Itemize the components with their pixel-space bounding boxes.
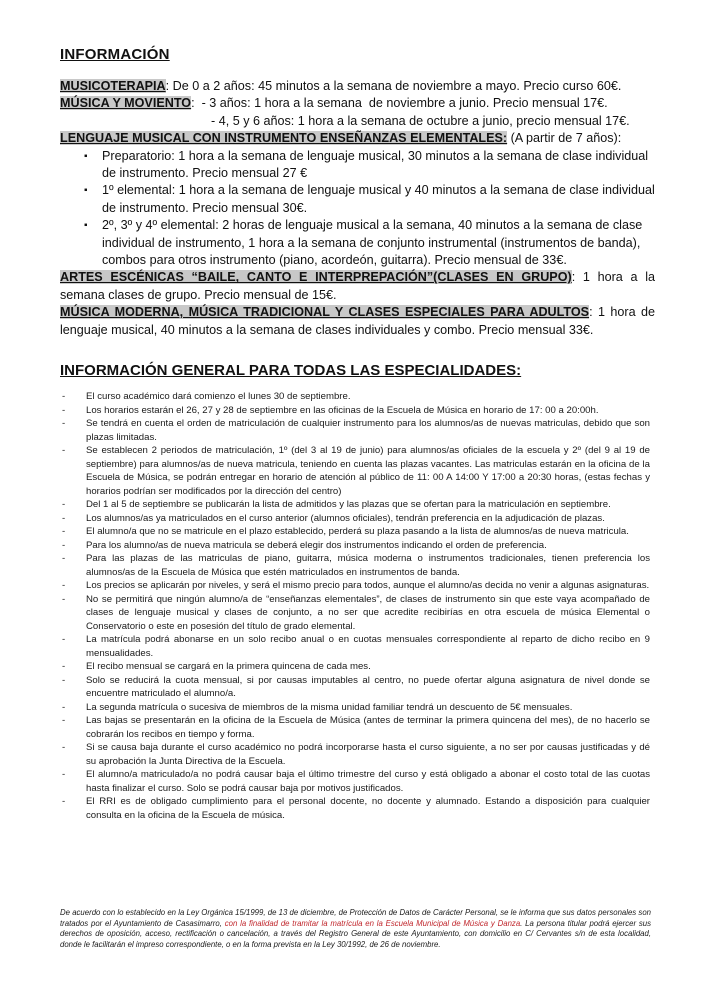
dash-marker: - (62, 539, 66, 551)
list-item: ▪ 1º elemental: 1 hora a la semana de lenguaje musical y 40 minutos a la semana de clase individual de instrumento. Precio mensual 30€. (84, 183, 655, 215)
list-item: - Del 1 al 5 de septiembre se publicarán la lista de admitidos y las plazas que se ofertan para la matriculación en septiembre. (62, 499, 611, 510)
list-item: ▪ 2º, 3º y 4º elemental: 2 horas de lenguaje musical a la semana, 40 minutos a la semana de clase individual de instrumento, 1 hora a la semana de conjunto instrumental (instrumentos de banda), combos para otros instrumento (piano, acordeón, guitarra). Precio mensual de 33€. (84, 218, 643, 268)
dash-marker: - (62, 715, 66, 726)
courses-section (60, 78, 655, 339)
list-item: - Para los alumno/as de nueva matricula se deberá elegir dos instrumentos indicando el orden de preferencia. (62, 539, 547, 551)
list-item: - El alumno/a que no se matricule en el plazo establecido, perderá su plaza pasando a la lista de alumnos/as de nueva matricula. (62, 526, 629, 537)
dash-marker: - (62, 769, 66, 780)
legal-footer: De acuerdo con lo establecido en la Ley Orgánica 15/1999, de 13 de diciembre, de Protección de Datos de Carácter Personal, se le informa que sus datos personales son tratados por el Ayuntamiento de Casasimarro, con la finalidad de tramitar la matrícula en la Escuela Municipal de Música y Danza. La persona titular podrá ejercer sus derechos de oposición, acceso, rectificación o cancelación, a través del Registro General de este Ayuntamiento, con domicilio en C/ Cervantes s/n de esta localidad, donde le facilitarán el impreso correspondiente, o en la forma prevista en la Ley 30/1992, de 26 de noviembre. (60, 908, 651, 949)
moderna-text: : 1 hora de lenguaje musical, 40 minutos a la semana de clases individuales y combo. Precio mensual 33€. (60, 305, 655, 337)
list-item: - El alumno/a matriculado/a no podrá causar baja el último trimestre del curso y está obligado a abonar el costo total de las cuotas hasta finalizar el curso. Solo se podrá causar baja por motivos justificados. (62, 769, 650, 794)
musicoterapia-line (60, 78, 655, 95)
dash-marker: - (62, 391, 66, 402)
dash-marker: - (62, 661, 66, 672)
musica-movimiento-line (60, 95, 655, 112)
list-item: - El curso académico dará comienzo el lunes 30 de septiembre. (62, 391, 351, 402)
dash-marker: - (62, 634, 66, 645)
moderna-line (60, 304, 655, 339)
lenguaje-text: (A partir de 7 años): (507, 131, 622, 146)
dash-marker: - (62, 553, 66, 564)
artes-line (60, 269, 655, 304)
list-item: - Las bajas se presentarán en la oficina de la Escuela de Música (antes de terminar la primera quincena del mes), de no hacerlo se cobrarán los recibos en tiempo y forma. (62, 715, 650, 740)
dash-marker: - (62, 701, 66, 713)
list-item: - La matrícula podrá abonarse en un solo recibo anual o en cuotas mensuales correspondiente al reparto de dicho recibo en 9 mensualidades. (62, 634, 650, 659)
list-item: - Si se causa baja durante el curso académico no podrá incorporarse hasta el curso siguiente, a no ser por causas justificadas y dé su aprobación la Junta Directiva de la Escuela. (62, 742, 650, 767)
dash-marker: - (62, 526, 66, 537)
list-item: - Los alumnos/as ya matriculados en el curso anterior (alumnos oficiales), tendrán preferencia en la adjudicación de plazas. (62, 512, 605, 524)
musica-movimiento-line2: - 4, 5 y 6 años: 1 hora a la semana de octubre a junio, precio mensual 17€. (211, 113, 630, 128)
artes-text: : 1 hora a la semana clases de grupo. Precio mensual de 15€. (60, 270, 655, 302)
list-item: - Se tendrá en cuenta el orden de matriculación de cualquier instrumento para los alumnos/as de nuevas matriculas, debido que son plazas limitadas. (62, 418, 650, 443)
musica-movimiento-label: MÚSICA Y MOVIENTO (60, 96, 192, 111)
lenguaje-list (60, 148, 655, 270)
bullet-icon: ▪ (84, 150, 88, 162)
dash-marker: - (62, 418, 66, 429)
dash-marker: - (62, 674, 66, 686)
dash-marker: - (62, 445, 66, 456)
lenguaje-label: LENGUAJE MUSICAL CON INSTRUMENTO ENSEÑANZAS ELEMENTALES: (60, 131, 508, 146)
bullet-icon: ▪ (84, 220, 88, 232)
list-item: - La segunda matrícula o sucesiva de miembros de la misma unidad familiar tendrá un descuento de 5€ mensuales. (62, 701, 573, 713)
footer-highlight: con la finalidad de tramitar la matrícula en la Escuela Municipal de Música y Danza (224, 918, 521, 928)
musicoterapia-label: MUSICOTERAPIA (60, 79, 166, 93)
general-heading: INFORMACIÓN GENERAL PARA TODAS LAS ESPECIALIDADES: (60, 362, 522, 379)
lenguaje-line (60, 130, 655, 147)
list-item: ▪ Preparatorio: 1 hora a la semana de lenguaje musical, 30 minutos a la semana de clase individual de instrumento. Precio mensual 27 € (84, 148, 649, 181)
musica-movimiento-line1: - 3 años: 1 hora a la semana de noviembre a junio. Precio mensual 17€. (194, 96, 608, 111)
moderna-label: MÚSICA MODERNA, MÚSICA TRADICIONAL Y CLASES ESPECIALES PARA ADULTOS (60, 305, 590, 320)
list-item: - No se permitirá que ningún alumno/a de “enseñanzas elementales”, de clases de instrumento sin que este vaya acompañado de clases de lenguaje musical y clases de conjunto, a no ser que acredite recibirías en otra escuela de música Elemental o Conservatorio o este en posesión del título de grado elemental. (62, 593, 650, 632)
musicoterapia-text: : De 0 a 2 años: 45 minutos a la semana de noviembre a mayo. Precio curso 60€. (165, 79, 622, 93)
list-item: - Los precios se aplicarán por niveles, y será el mismo precio para todos, aunque el alumno/as decida no venir a algunas asignaturas. (62, 580, 650, 591)
dash-marker: - (62, 512, 66, 524)
list-item: - Los horarios estarán el 26, 27 y 28 de septiembre en las oficinas de la Escuela de Música en horario de 17: 00 a 20:00h. (62, 404, 599, 416)
artes-label: ARTES ESCÉNICAS “BAILE, CANTO E INTERPREPACIÓN”(CLASES EN GRUPO) (60, 270, 572, 285)
list-item: - Solo se reducirá la cuota mensual, si por causas imputables al centro, no puede ofertar alguna asignatura de nivel donde se encuentre matriculado el alumno/a. (62, 674, 650, 699)
dash-marker: - (62, 796, 66, 807)
general-list (60, 390, 650, 822)
page-title: INFORMACIÓN (60, 46, 170, 63)
list-item: - El RRI es de obligado cumplimiento para el personal docente, no docente y alumnado. Estando a disposición para cualquier consulta en la oficina de la Escuela de música. (62, 796, 650, 821)
dash-marker: - (62, 593, 66, 605)
list-item: - Se establecen 2 periodos de matriculación, 1º (del 3 al 19 de junio) para alumnos/as oficiales de la escuela y 2º (del 9 al 19 de septiembre) para alumnos/as de nueva matricula, teniendo en cuenta las plazas vacantes. Las matriculas estarán en la oficina de la Escuela de Música, se podrán entregar en horario de atención al público de 11: 00 A 14:00 Y 17:00 a 20:30 horas, (estas fechas y horarios podrían ser modificados por la dirección del centro) (62, 445, 650, 497)
dash-marker: - (62, 742, 66, 753)
list-item: - Para las plazas de las matriculas de piano, guitarra, música moderna o instrumentos tradicionales, tienen preferencia los alumnos/as de la Escuela de Música que estén matriculados en instrumentos de banda. (62, 553, 650, 578)
list-item: - El recibo mensual se cargará en la primera quincena de cada mes. (62, 661, 371, 672)
musica-movimiento-colon: : (191, 96, 195, 111)
dash-marker: - (62, 404, 66, 416)
dash-marker: - (62, 499, 66, 510)
dash-marker: - (62, 580, 66, 591)
bullet-icon: ▪ (84, 185, 88, 197)
